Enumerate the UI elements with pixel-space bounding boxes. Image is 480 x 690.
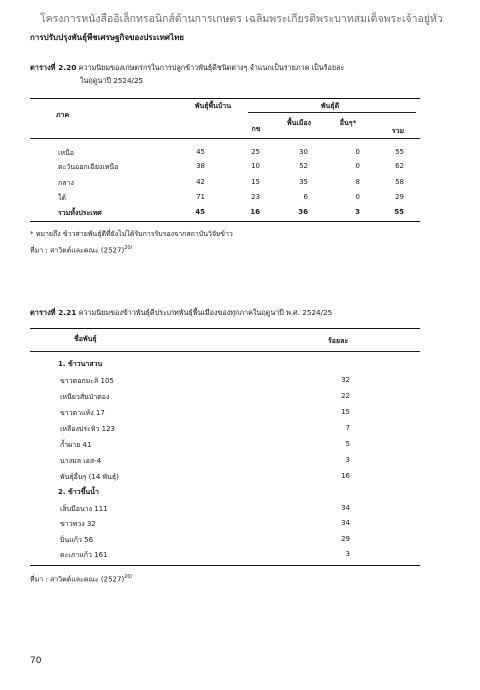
table2-cell-pct: 34 bbox=[341, 519, 350, 527]
table1-cell-native: 38 bbox=[196, 162, 205, 170]
table1-cell-total: 62 bbox=[395, 162, 404, 170]
table1-cell-others: 0 bbox=[355, 148, 360, 156]
table1-cell-kk: 16 bbox=[250, 208, 260, 216]
table1-cell-local: 52 bbox=[299, 162, 308, 170]
table2-header-percent: ร้อยละ bbox=[328, 337, 349, 345]
table1-header-native: พันธุ์พื้นบ้าน bbox=[194, 102, 232, 110]
table1-cell-region: ตะวันออกเฉียงเหนือ bbox=[58, 163, 119, 171]
table1-header-region: ภาค bbox=[56, 111, 70, 119]
table1-footnote: * หมายถึง ข้าวสายพันธุ์ดีที่ยังไม่ได้รับการรับรองจากสถาบันวิจัยข้าว bbox=[30, 230, 233, 238]
table1-caption-line1 bbox=[30, 62, 344, 74]
table2-section-1: 1. ข้าวนาสวน bbox=[58, 360, 103, 368]
table2-cell-pct: 16 bbox=[341, 472, 350, 480]
table1-source-sup: 20/ bbox=[124, 245, 133, 251]
table1-cell-kk: 25 bbox=[251, 148, 260, 156]
table2-section-2: 2. ข้าวขึ้นน้ำ bbox=[58, 488, 99, 496]
table2-cell-name: เหนียวสันป่าตอง bbox=[60, 393, 110, 401]
table1-cell-kk: 23 bbox=[251, 193, 260, 201]
table2-cell-name: เล็บมือนาง 111 bbox=[60, 505, 108, 513]
table1-cell-total: 55 bbox=[394, 208, 404, 216]
table2-cell-pct: 5 bbox=[345, 440, 350, 448]
table2-cell-name: เหลืองประทิว 123 bbox=[60, 425, 116, 433]
table1-cell-others: 8 bbox=[355, 178, 360, 186]
table1-cell-native: 42 bbox=[196, 178, 205, 186]
table2-caption bbox=[30, 307, 332, 319]
table1-label: ตารางที่ 2.20 bbox=[30, 63, 77, 72]
table2-header-variety: ชื่อพันธุ์ bbox=[74, 335, 97, 343]
table2-cell-name: ก้ำผาย 41 bbox=[60, 441, 92, 449]
table1-cell-native: 71 bbox=[196, 193, 205, 201]
table1-header-rule bbox=[30, 138, 420, 139]
table1-top-rule bbox=[30, 98, 420, 99]
table1-cell-region: ใต้ bbox=[58, 194, 66, 202]
table1-header-local: พื้นเมือง bbox=[286, 119, 312, 127]
table2-cell-name: ขาวตาแห้ง 17 bbox=[60, 409, 105, 417]
table1-header-kk: กข bbox=[251, 125, 261, 133]
table2-cell-name: พันธุ์อื่นๆ (14 พันธุ์) bbox=[60, 473, 119, 481]
table1-cell-total: 29 bbox=[395, 193, 404, 201]
table1-cell-total: 58 bbox=[395, 178, 404, 186]
table2-cell-pct: 3 bbox=[345, 456, 350, 464]
table2-source bbox=[30, 574, 132, 585]
table2-caption-text: ความนิยมของข้าวพันธุ์ดีประเภทพันธุ์พื้นเมืองของทุกภาคในฤดูนาปี พ.ศ. 2524/25 bbox=[78, 308, 333, 317]
page-number: 70 bbox=[30, 656, 42, 666]
table1-source bbox=[30, 245, 132, 256]
table1-cell-local: 35 bbox=[299, 178, 308, 186]
table1-cell-local: 6 bbox=[303, 193, 308, 201]
table2-cell-pct: 7 bbox=[345, 424, 350, 432]
table1-bottom-rule bbox=[30, 221, 420, 222]
table1-caption-text: ความนิยมของเกษตรกรในการปลูกข้าวพันธุ์ดีชนิดต่างๆ จำแนกเป็นรายภาค เป็นร้อยละ bbox=[78, 63, 345, 72]
table2-source-sup: 20/ bbox=[124, 574, 133, 580]
table2-cell-name: ขาวพวง 32 bbox=[60, 520, 96, 528]
table2-top-rule bbox=[30, 328, 420, 329]
table2-cell-name: ตะเภาแก้ว 161 bbox=[60, 551, 108, 559]
table2-bottom-rule bbox=[30, 565, 420, 566]
table2-source-text: ที่มา : สาวิตต์และคณะ (2527) bbox=[30, 575, 125, 584]
table2-cell-pct: 15 bbox=[341, 408, 350, 416]
table1-cell-native: 45 bbox=[195, 208, 205, 216]
table1-header-good: พันธุ์ดี bbox=[320, 102, 340, 110]
table1-caption-line2: ในฤดูนาปี 2524/25 bbox=[80, 76, 144, 85]
table1-header-subrule bbox=[248, 112, 416, 113]
table1-cell-local: 36 bbox=[298, 208, 308, 216]
table2-cell-pct: 32 bbox=[341, 376, 350, 384]
table2-cell-pct: 22 bbox=[341, 392, 350, 400]
book-subtitle: การปรับปรุงพันธุ์พืชเศรษฐกิจของประเทศไทย bbox=[30, 33, 184, 42]
table1-header-others: อื่นๆ* bbox=[339, 119, 357, 127]
table2-label: ตารางที่ 2.21 bbox=[30, 308, 77, 317]
table1-cell-native: 45 bbox=[196, 148, 205, 156]
table2-cell-name: ปิ่นแก้ว 56 bbox=[60, 536, 94, 544]
table2-cell-pct: 34 bbox=[341, 504, 350, 512]
table1-cell-kk: 15 bbox=[251, 178, 260, 186]
table2-cell-name: ขาวดอกมะลิ 105 bbox=[60, 377, 114, 385]
table1-cell-others: 0 bbox=[355, 162, 360, 170]
table1-source-text: ที่มา : สาวิตต์และคณะ (2527) bbox=[30, 246, 125, 255]
table2-header-rule bbox=[30, 351, 420, 352]
table1-header-total: รวม bbox=[391, 127, 405, 135]
table1-cell-total: 55 bbox=[395, 148, 404, 156]
table1-cell-others: 3 bbox=[355, 208, 360, 216]
table1-cell-local: 30 bbox=[299, 148, 308, 156]
table2-cell-pct: 29 bbox=[341, 535, 350, 543]
table1-cell-region: เหนือ bbox=[58, 149, 74, 157]
table2-cell-name: นางมล เอส-4 bbox=[60, 457, 102, 465]
table1-cell-kk: 10 bbox=[251, 162, 260, 170]
table2-cell-pct: 3 bbox=[345, 550, 350, 558]
book-banner: โครงการหนังสืออิเล็กทรอนิกส์ด้านการเกษตร เฉลิมพระเกียรติพระบาทสมเด็จพระเจ้าอยู่หัว bbox=[40, 13, 443, 25]
table1-cell-region: กลาง bbox=[58, 179, 74, 187]
table1-cell-region: รวมทั้งประเทศ bbox=[58, 209, 102, 217]
table1-cell-others: 0 bbox=[355, 193, 360, 201]
